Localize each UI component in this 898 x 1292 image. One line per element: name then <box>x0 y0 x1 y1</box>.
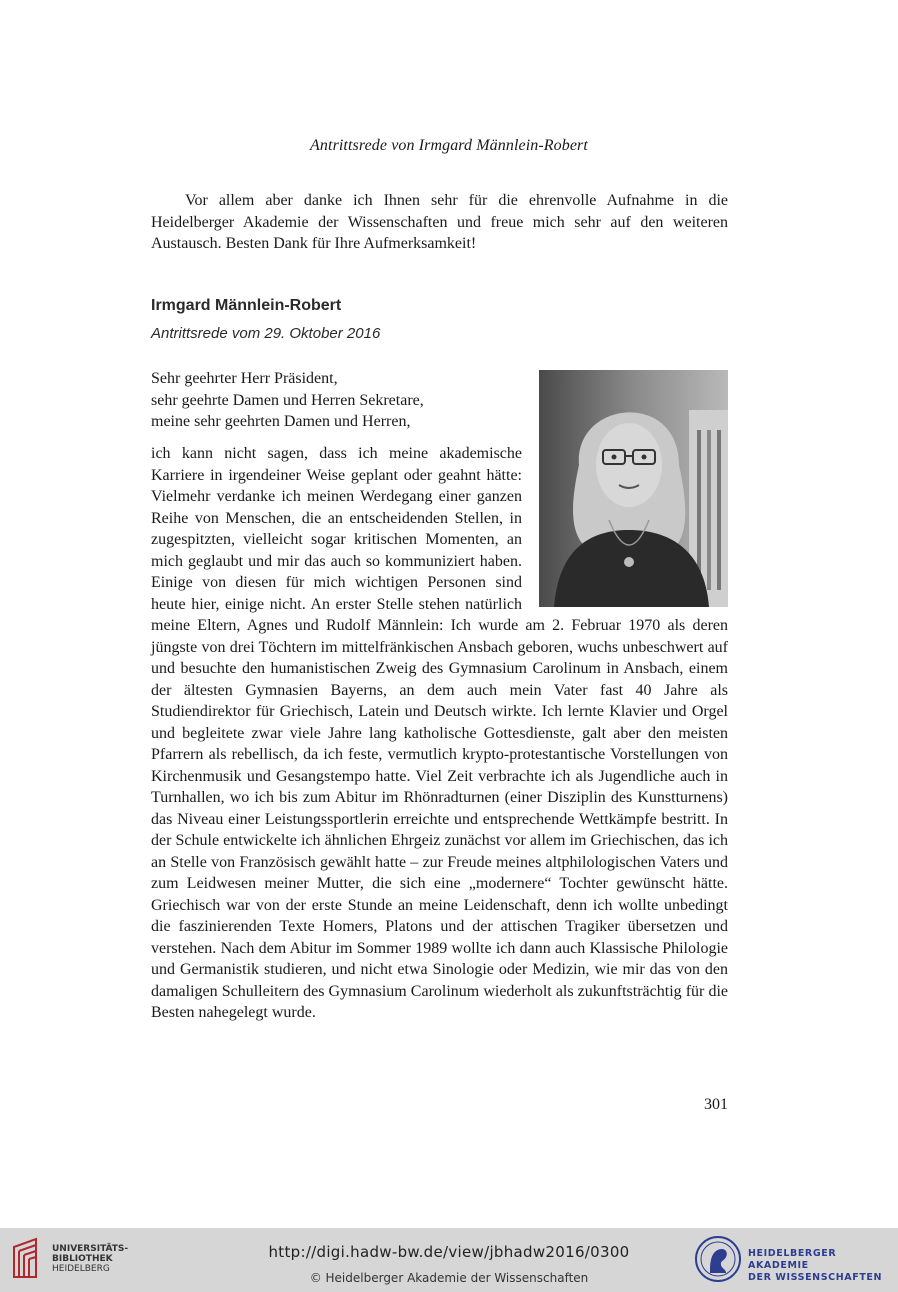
hadw-seal-icon[interactable] <box>694 1235 742 1283</box>
hadw-logo[interactable] <box>748 1248 898 1284</box>
intro-paragraph: Vor allem aber danke ich Ihnen sehr für die ehrenvolle Aufnahme in die Heidelberger Akademie der Wissenschaften und freue mich sehr auf den weiteren Austausch. Besten Dank für Ihre Aufmerksamkeit! <box>151 192 728 252</box>
copyright-notice: © Heidelberger Akademie der Wissenschaften <box>309 1271 589 1285</box>
salutation-line: sehr geehrte Damen und Herren Sekretare, <box>151 391 424 409</box>
portrait-photo <box>539 370 728 607</box>
speech-date: Antrittsrede vom 29. Oktober 2016 <box>151 325 381 342</box>
speech-body-text: ich kann nicht sagen, dass ich meine akademische Karriere in irgendeiner Weise geplant oder geahnt hätte: Vielmehr verdanke ich meinen Werdegang einer ganzen Reihe von Menschen, die an entscheidenden Stellen, in zugespitzten, vielleicht sogar kritischen Momenten, an mich geglaubt und mir das auch so kommuniziert haben. Einige von diesen für mich wichtigen Personen sind heute hier, einige nicht. An erster Stelle stehen natürlich meine Eltern, Agnes und Rudolf Männlein: Ich wurde am 2. Februar 1970 als deren jüngste von drei Töchtern im mittelfränkischen Ansbach geboren, wuchs unbeschwert auf und besuchte den humanistischen Zweig des Gymnasium Carolinum in Ansbach, einem der ältesten Gymnasien Bayerns, an dem auch mein Vater fast 40 Jahre als Studiendirektor für Griechisch, Latein und Deutsch wirkte. Ich lernte Klavier und Orgel und begleitete zwar viele Jahre lang katholische Gottesdienste, galt aber den meisten Pfarrern als rebellisch, da ich feste, vermutlich krypto-protestantische Vorstellungen von Kirchenmusik und Gesangstempo hatte. Viel Zeit verbrachte ich als Jugendliche auch in Turnhallen, wo ich bis zum Abitur im Rhönradturnen (einer Disziplin des Kunstturnens) das Niveau einer Leistungssportlerin erreichte und entsprechende Wettkämpfe bestritt. In der Schule entwickelte ich ähnlichen Ehrgeiz zunächst vor allem im Griechischen, das ich an Stelle von Französisch gewählt hatte – zur Freude meines altphilologischen Vaters und zum Leidwesen meiner Mutter, die sich eine „modernere“ Tochter gewünscht hätte. Griechisch war von der erste Stunde an meine Leidenschaft, denn ich wollte unbedingt die faszinierenden Texte Homers, Platons und der attischen Tragiker übersetzen und verstehen. Nach dem Abitur im Sommer 1989 wollte ich dann auch Klassische Philologie und Germanistik studieren, und nicht etwa Sinologie oder Medizin, wie mir das von den damaligen Schulleitern des Gymnasium Carolinum wiederholt als zukunftsträchtig für die Besten nahegelegt wurde. <box>151 445 728 1021</box>
running-head: Antrittsrede von Irmgard Männlein-Robert <box>310 137 588 154</box>
permalink-url[interactable]: http://digi.hadw-bw.de/view/jbhadw2016/0300 <box>268 1243 630 1261</box>
speech-body <box>151 443 728 1024</box>
page-number: 301 <box>704 1096 728 1113</box>
speaker-name: Irmgard Männlein-Robert <box>151 297 342 314</box>
hadw-logo-line: HEIDELBERGER AKADEMIE <box>748 1248 837 1271</box>
salutation-line: Sehr geehrter Herr Präsident, <box>151 370 338 387</box>
salutation <box>151 368 521 433</box>
ub-logo-line: BIBLIOTHEK <box>52 1254 113 1264</box>
ub-logo-line: HEIDELBERG <box>52 1264 110 1274</box>
ub-logo-line: UNIVERSITÄTS- <box>52 1244 129 1254</box>
salutation-line: meine sehr geehrten Damen und Herren, <box>151 413 411 430</box>
viewer-footer <box>0 1228 898 1292</box>
hadw-logo-line: DER WISSENSCHAFTEN <box>748 1272 883 1283</box>
